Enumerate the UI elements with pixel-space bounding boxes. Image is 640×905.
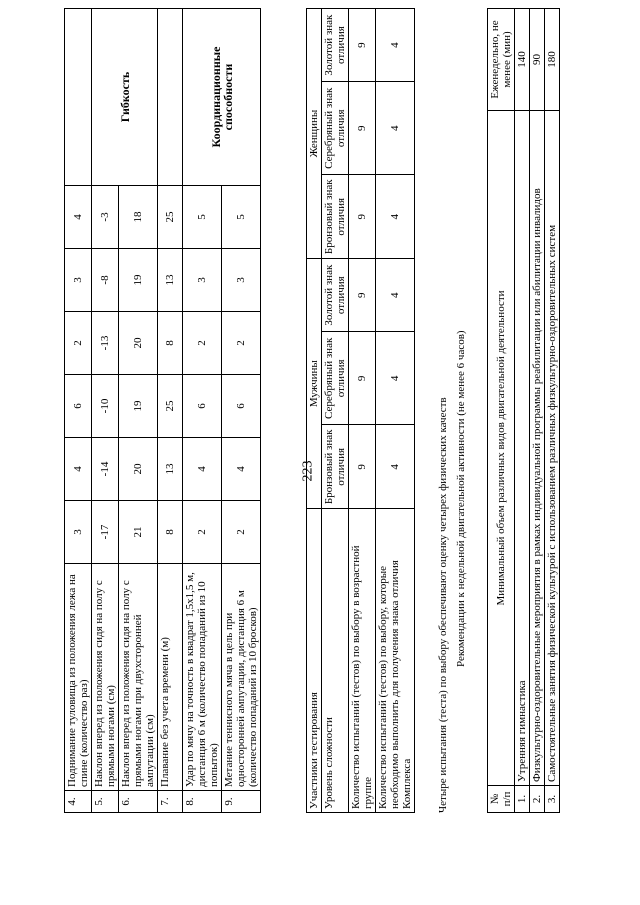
norm-value: -3 [92,186,119,249]
table-row [515,9,530,813]
count-value: 9 [349,425,376,509]
row-number: 7. [158,791,183,813]
quality-empty [158,9,183,186]
row-number: 3. [545,786,560,813]
count-value: 9 [349,259,376,332]
badge-header: Золотой знак отличия [322,9,349,82]
required-value: 4 [376,82,415,175]
test-name: Метание теннисного мяча в цель при односторонней ампутации, дистанция 6 м (количество попаданий из 10 бросков) [222,564,261,791]
badge-header: Серебряный знак отличия [322,82,349,175]
row-number: 4. [65,791,92,813]
value-header: Еженедельно, не менее (мин) [488,9,515,111]
table-row [530,9,545,813]
norm-value: -14 [92,438,119,501]
activity-name: Утренняя гимнастика [515,111,530,786]
norm-value: 13 [158,249,183,312]
row-number: 5. [92,791,119,813]
table-row [183,9,222,813]
participants-header: Участники тестирования [307,509,322,813]
minutes-value: 180 [545,9,560,111]
norm-value: 19 [119,375,158,438]
row-number: 9. [222,791,261,813]
women-header: Женщины [307,9,322,259]
name-header: Минимальный объем различных видов двигательной деятельности [488,111,515,786]
test-name: Наклон вперед из положения сидя на полу с прямыми ногами при двухсторонней ампутации (см) [119,564,158,791]
norm-value: 2 [222,501,261,564]
test-name: Удар по мячу на точность в квадрат 1,5х1,5 м, дистанция 6 м (количество попаданий из 10 попыток) [183,564,222,791]
row-number: 2. [530,786,545,813]
test-name: Наклон вперед из положения сидя на полу с прямыми ногами (см) [92,564,119,791]
minutes-value: 140 [515,9,530,111]
badge-header: Серебряный знак отличия [322,332,349,425]
row-number: 6. [119,791,158,813]
quality-empty [65,9,92,186]
num-header: № п/п [488,786,515,813]
norm-value: 18 [119,186,158,249]
required-value: 4 [376,175,415,259]
count-value: 9 [349,175,376,259]
norm-value: 3 [222,249,261,312]
required-value: 4 [376,332,415,425]
note-text: Четыре испытания (теста) по выбору обеспечивают оценку четырех физических качеств [437,397,449,813]
count-value: 9 [349,332,376,425]
norm-value: -17 [92,501,119,564]
required-value: 4 [376,9,415,82]
norm-value: 4 [65,438,92,501]
quality-coordination: Координационные способности [183,9,261,186]
badge-header: Золотой знак отличия [322,259,349,332]
count-value: 9 [349,9,376,82]
norm-value: 4 [65,186,92,249]
norm-value: 4 [222,438,261,501]
activity-table [487,8,560,813]
norm-value: 5 [222,186,261,249]
norm-value: 6 [183,375,222,438]
norm-value: 20 [119,312,158,375]
norm-value: 8 [158,312,183,375]
required-value: 4 [376,425,415,509]
recommendation-title: Рекомендации к недельной двигательной активности (не менее 6 часов) [455,330,467,667]
norm-value: 3 [65,249,92,312]
table-row [92,9,119,813]
test-name: Поднимание туловища из положения лежа на спине (количество раз) [65,564,92,791]
minutes-value: 90 [530,9,545,111]
test-count-table [306,8,415,813]
norm-value: -8 [92,249,119,312]
norm-value: 25 [158,186,183,249]
norm-value: 3 [183,249,222,312]
table-row [545,9,560,813]
norm-value: -13 [92,312,119,375]
row1-label: Количество испытаний (тестов) по выбору в возрастной группе [349,509,376,813]
norm-value: 5 [183,186,222,249]
row2-label: Количество испытаний (тестов) по выбору, которые необходимо выполнить для получения знака отличия Комплекса [376,509,415,813]
norm-value: 4 [183,438,222,501]
norm-value: 6 [222,375,261,438]
table-row [158,9,183,813]
activity-name: Физкультурно-оздоровительные мероприятия в рамках индивидуальной программы реабилитации или абилитации инвалидов [530,111,545,786]
row-number: 1. [515,786,530,813]
norm-value: 2 [222,312,261,375]
row-number: 8. [183,791,222,813]
badge-header: Бронзовый знак отличия [322,175,349,259]
norm-value: 8 [158,501,183,564]
standards-table [64,8,261,813]
badge-header: Бронзовый знак отличия [322,425,349,509]
norm-value: 25 [158,375,183,438]
table-row [65,9,92,813]
test-name: Плавание без учета времени (м) [158,564,183,791]
norm-value: 2 [183,312,222,375]
activity-name: Самостоятельные занятия физической культурой с использованием различных физкультурно-оздоровительных систем [545,111,560,786]
norm-value: 6 [65,375,92,438]
norm-value: 20 [119,438,158,501]
norm-value: 2 [65,312,92,375]
norm-value: 19 [119,249,158,312]
norm-value: -10 [92,375,119,438]
norm-value: 21 [119,501,158,564]
norm-value: 2 [183,501,222,564]
men-header: Мужчины [307,259,322,509]
required-value: 4 [376,259,415,332]
page-number: 223 [300,460,316,482]
norm-value: 13 [158,438,183,501]
count-value: 9 [349,82,376,175]
level-header: Уровень сложности [322,509,349,813]
norm-value: 3 [65,501,92,564]
quality-flexibility: Гибкость [92,9,158,186]
